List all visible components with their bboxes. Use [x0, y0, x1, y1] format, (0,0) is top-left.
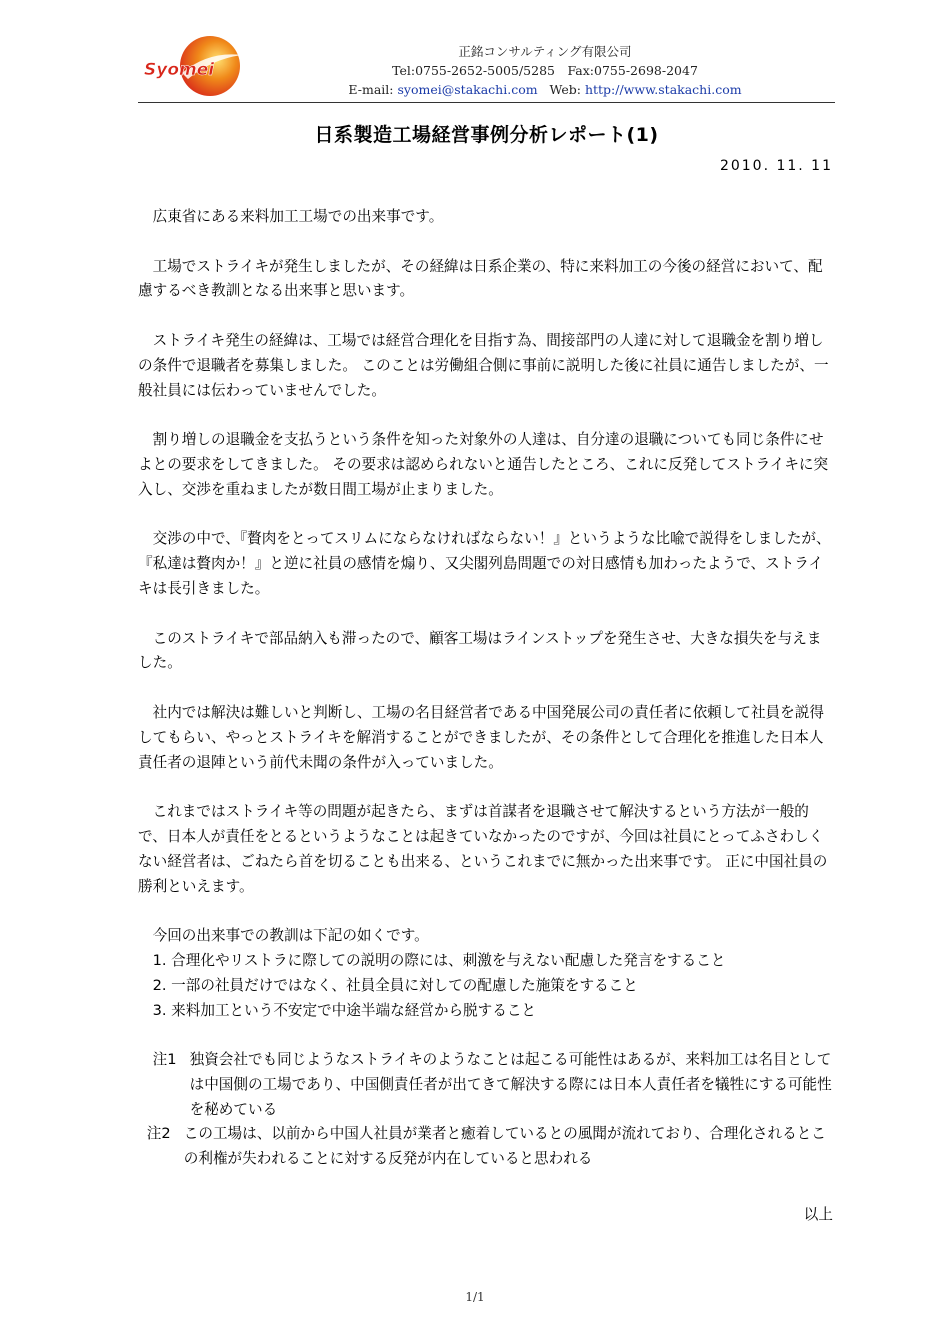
note-text: この工場は、以前から中国人社員が業者と癒着しているとの風聞が流れており、合理化されるとこの利権が失われることに対する反発が内在していると思われる	[183, 1125, 826, 1168]
paragraph: ストライキ発生の経緯は、工場では経営合理化を目指す為、間接部門の人達に対して退職金を割り増しの条件で退職者を募集しました。 このことは労働組合側に事前に説明した後に社員に通告しましたが、一般社員には伝わっていませんでした。	[138, 331, 829, 399]
web-link[interactable]: http://www.stakachi.com	[584, 82, 742, 97]
report-body	[138, 205, 835, 1172]
company-logo	[138, 33, 246, 99]
note-label: 注1	[152, 1051, 177, 1069]
paragraph: 割り増しの退職金を支払うという条件を知った対象外の人達は、自分達の退職についても同じ条件にせよとの要求をしてきました。 その要求は認められないと通告したところ、これに反発してストライキに突入し、交渉を重ねましたが数日間工場が止まりました。	[138, 431, 829, 498]
lesson-item: 2. 一部の社員だけではなく、社員全員に対しての配慮した施策をすること	[152, 976, 638, 994]
logo-text: Syomei	[144, 60, 215, 80]
paragraph: このストライキで部品納入も滞ったので、顧客工場はラインストップを発生させ、大きな損失を与えました。	[138, 629, 822, 672]
lessons-list	[138, 949, 835, 1023]
note-text: 独資会社でも同じようなストライキのようなことは起こる可能性はあるが、来料加工は名目としては中国側の工場であり、中国側責任者が出てきて解決する際には日本人責任者を犠牲にする可能性を秘めている	[189, 1051, 832, 1118]
paragraph: 広東省にある来料加工工場での出来事です。	[152, 208, 444, 225]
note-2	[138, 1122, 835, 1172]
lessons-intro: 今回の出来事での教訓は下記の如くです。	[152, 927, 429, 945]
notes	[138, 1048, 835, 1172]
report-date: 2010. 11. 11	[719, 158, 833, 174]
paragraph: これまではストライキ等の問題が起きたら、まずは首謀者を退職させて解決するという方法が一般的で、日本人が責任をとるというようなことは起きていなかったのですが、今回は社員にとってふさわしくない経営者は、ごねたら首を切ることも出来る、というこれまでに無かった出来事です。 正に中国社員の勝利といえます。	[138, 803, 828, 895]
header-divider	[138, 102, 835, 103]
paragraph: 社内では解決は難しいと判断し、工場の名目経営者である中国発展公司の責任者に依頼して社員を説得してもらい、やっとストライキを解消することができましたが、その条件として合理化を推進した日本人責任者の退陣という前代未聞の条件が入っていました。	[138, 703, 824, 771]
report-title: 日系製造工場経営事例分析レポート(1)	[314, 124, 659, 146]
company-name: 正銘コンサルティング有限公司	[458, 44, 632, 59]
lesson-item: 3. 来料加工という不安定で中途半端な経営から脱すること	[152, 1001, 537, 1019]
email-link[interactable]: syomei@stakachi.com	[397, 82, 538, 97]
note-label: 注2	[146, 1125, 171, 1143]
paragraph: 交渉の中で、『贅肉をとってスリムにならなければならない！』というような比喩で説得をしましたが、『私達は贅肉か！』と逆に社員の感情を煽り、又尖閣列島問題での対日感情も加わったようで、ストライキは長引きました。	[138, 530, 831, 597]
paragraph: 工場でストライキが発生しましたが、その経緯は日系企業の、特に来料加工の今後の経営において、配慮するべき教訓となる出来事と思います。	[138, 257, 823, 300]
web-label: Web:	[549, 82, 581, 97]
company-phone-fax: Tel:0755-2652-5005/5285 Fax:0755-2698-2047	[392, 63, 698, 78]
email-label: E-mail:	[348, 82, 394, 97]
lesson-item: 1. 合理化やリストラに際しての説明の際には、刺激を与えない配慮した発言をすること	[152, 951, 726, 969]
note-1	[138, 1048, 835, 1122]
page-number: 1/1	[465, 1290, 485, 1304]
company-contact-line	[240, 81, 850, 99]
closing-mark: 以上	[803, 1206, 833, 1223]
